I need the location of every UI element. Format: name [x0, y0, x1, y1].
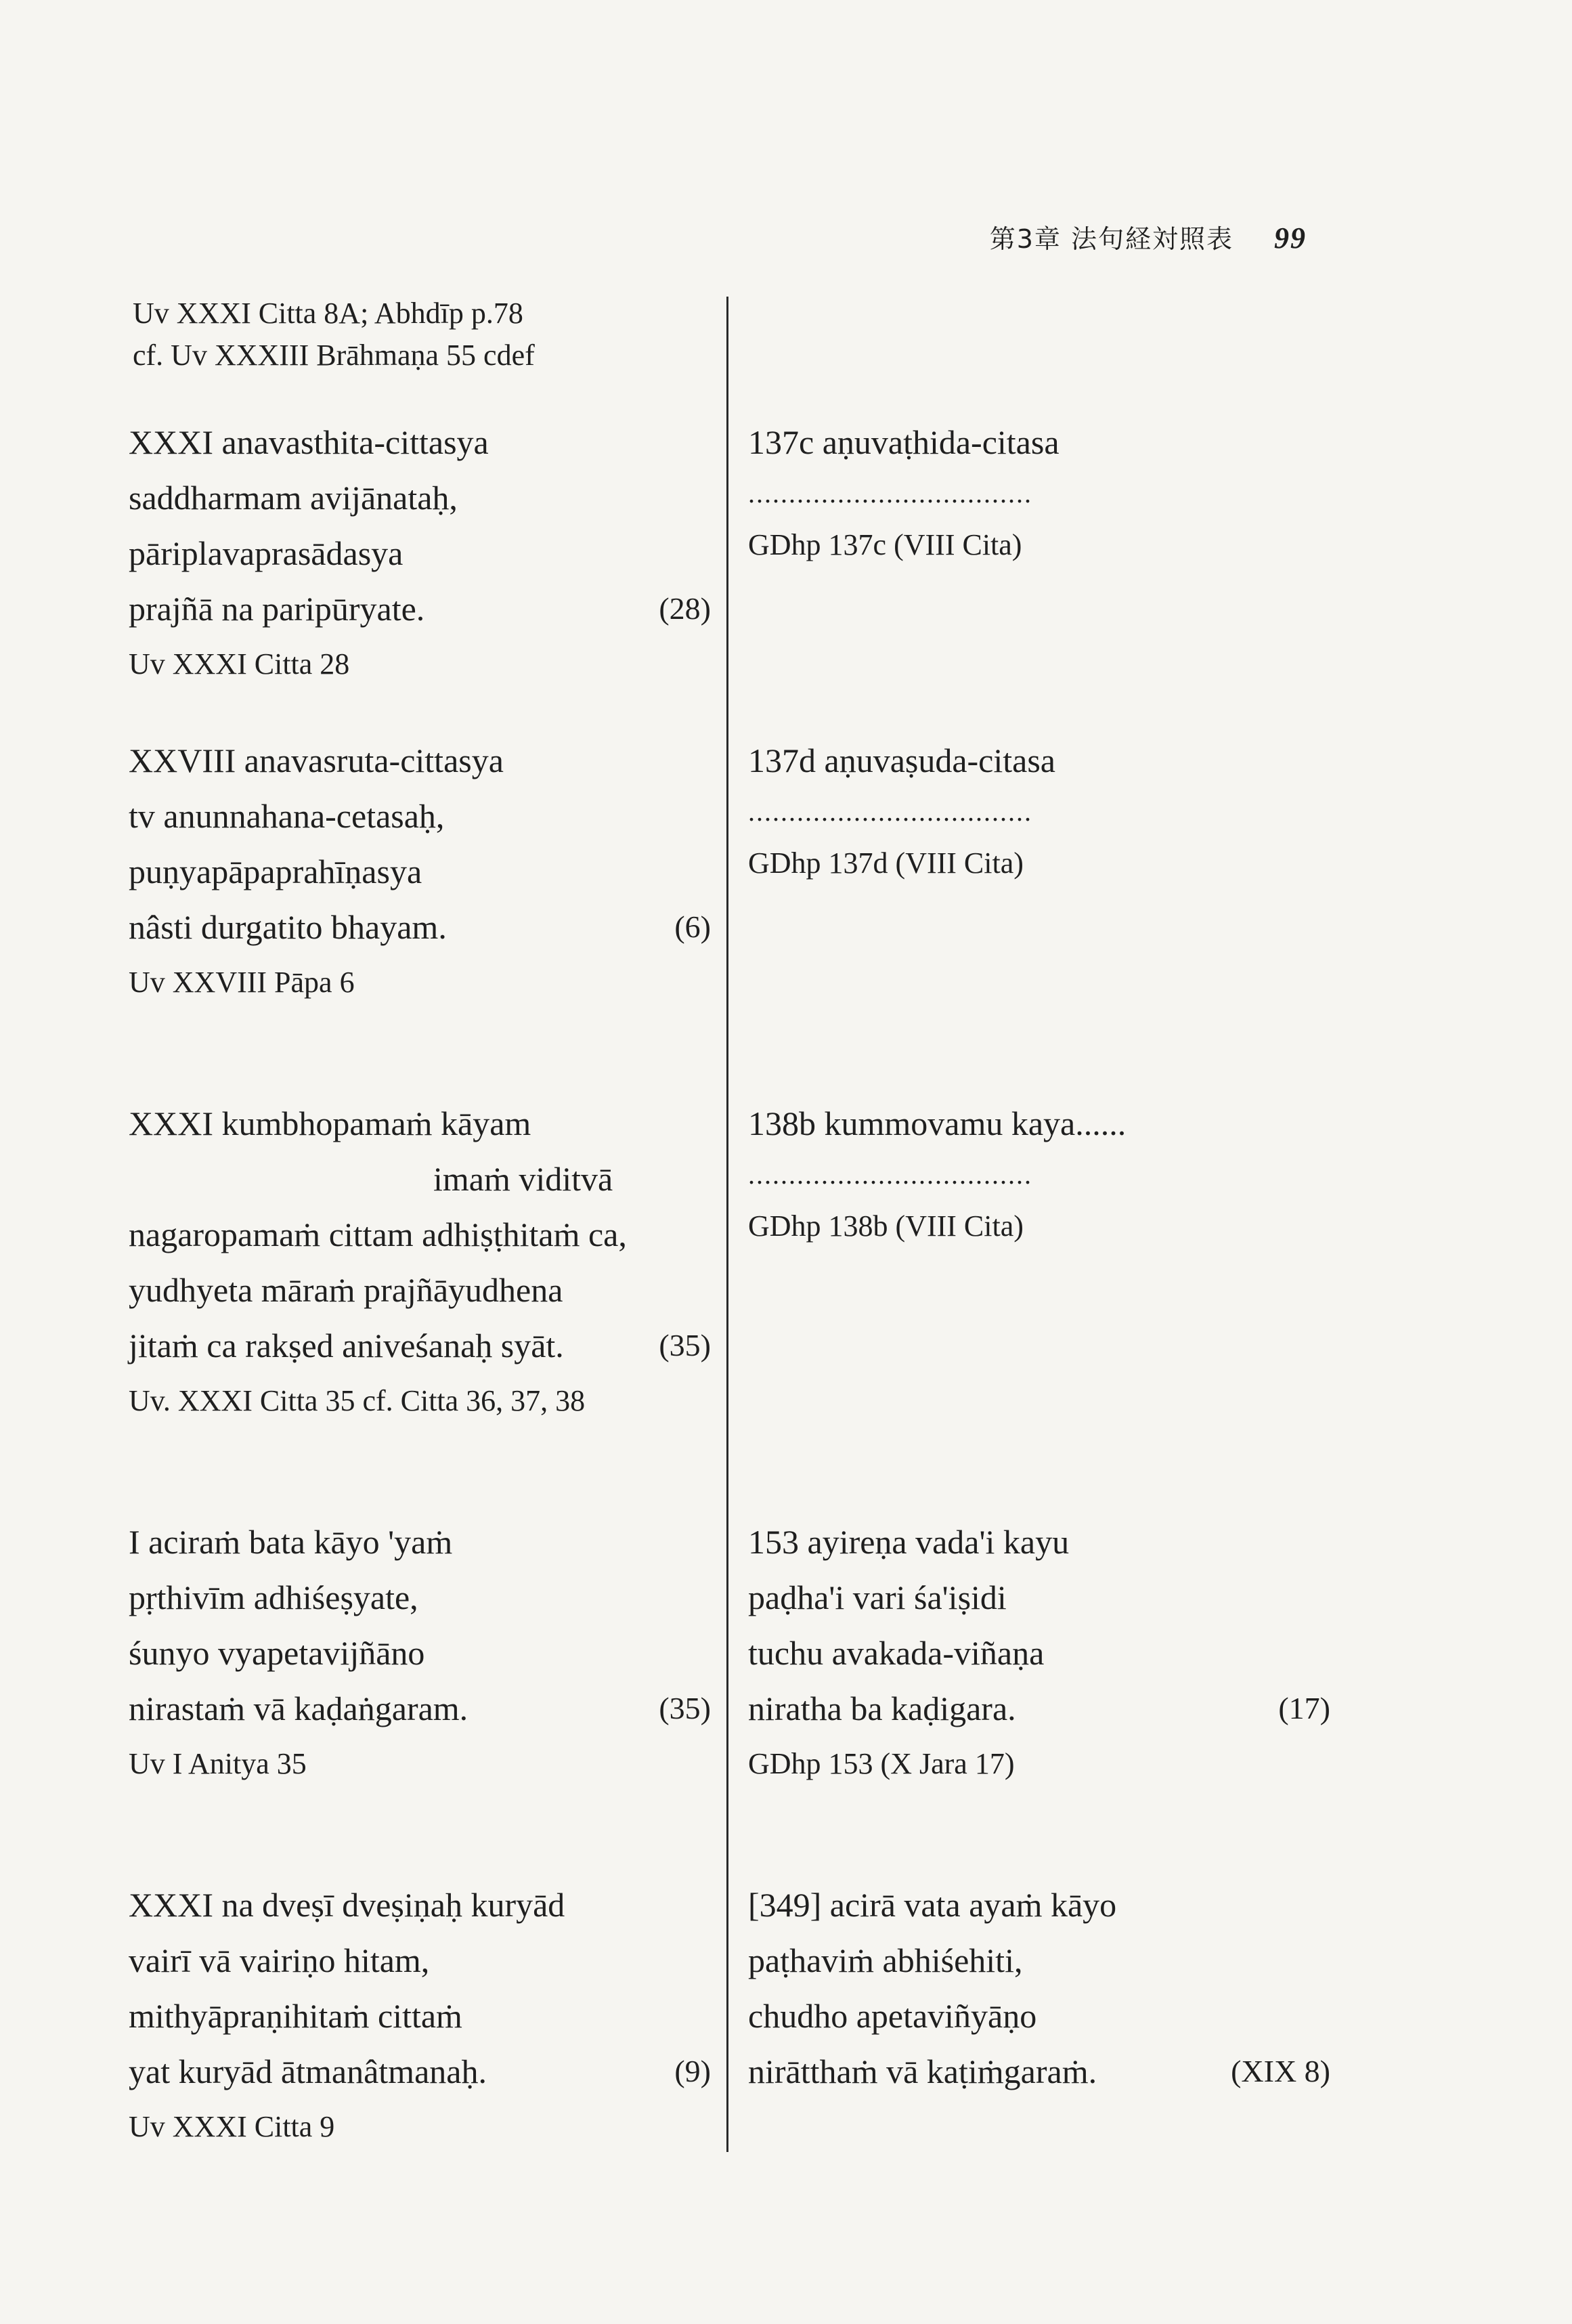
verse-line-last	[129, 1318, 711, 1373]
verse-line: saddharmam avijānataḥ,	[129, 479, 458, 517]
verse-number: (6)	[674, 909, 711, 944]
verse-line: chudho apetaviñyāṇo	[748, 1997, 1037, 2035]
verse-reference: GDhp 153 (X Jara 17)	[748, 1747, 1015, 1780]
verse-line-text: nirātthaṁ vā kaṭiṁgaraṁ.	[748, 2052, 1097, 2090]
verse-line-text: jitaṁ ca rakṣed aniveśanaḥ syāt.	[129, 1327, 564, 1364]
verse-number: (9)	[674, 2054, 711, 2088]
chapter-title: 第3章 法句経対照表	[989, 224, 1233, 254]
verse-reference: GDhp 138b (VIII Cita)	[748, 1209, 1024, 1243]
page-number: 99	[1274, 221, 1307, 255]
right-verse-block	[748, 414, 1330, 573]
verse-line: XXXI na dveṣī dveṣiṇaḥ kuryād	[129, 1886, 565, 1924]
omission-dots: ...................................	[748, 796, 1032, 827]
verse-line-last	[129, 899, 711, 955]
verse-number: (17)	[1278, 1691, 1330, 1725]
left-verse-block	[129, 1096, 711, 1429]
verse-reference: GDhp 137c (VIII Cita)	[748, 528, 1022, 561]
verse-line: vairī vā vairiṇo hitam,	[129, 1941, 430, 1979]
left-verse-block	[129, 1514, 711, 1792]
verse-reference: Uv I Anitya 35	[129, 1747, 307, 1780]
verse-line: 138b kummovamu kaya......	[748, 1104, 1127, 1142]
verse-line-text: nâsti durgatito bhayam.	[129, 908, 447, 946]
verse-line: mithyāpraṇihitaṁ cittaṁ	[129, 1997, 462, 2035]
verse-line: pṛthivīm adhiśeṣyate,	[129, 1578, 418, 1616]
verse-line: yudhyeta māraṁ prajñāyudhena	[129, 1271, 563, 1309]
left-verse-block	[129, 1877, 711, 2155]
verse-line: XXXI anavasthita-cittasya	[129, 423, 489, 461]
verse-line-last	[129, 1681, 711, 1736]
verse-line: nagaropamaṁ cittam adhiṣṭhitaṁ ca,	[129, 1215, 627, 1253]
verse-line: paṭhaviṁ abhiśehiti,	[748, 1941, 1023, 1979]
verse-line: paḍha'i vari śa'iṣidi	[748, 1578, 1007, 1616]
verse-line: XXXI kumbhopamaṁ kāyam	[129, 1104, 531, 1142]
verse-line: puṇyapāpaprahīṇasya	[129, 853, 422, 890]
verse-number: (35)	[659, 1691, 711, 1725]
verse-reference: Uv XXVIII Pāpa 6	[129, 966, 355, 999]
verse-line-text: niratha ba kaḍigara.	[748, 1690, 1016, 1727]
verse-line-last	[129, 581, 711, 637]
top-reference-line: cf. Uv XXXIII Brāhmaṇa 55 cdef	[133, 339, 535, 372]
verse-line-last	[748, 2044, 1330, 2099]
verse-line: 137c aṇuvaṭhida-citasa	[748, 423, 1060, 461]
verse-line: tuchu avakada-viñaṇa	[748, 1634, 1045, 1672]
omission-dots: ...................................	[748, 478, 1032, 509]
verse-line: I aciraṁ bata kāyo 'yaṁ	[129, 1523, 453, 1561]
verse-reference: Uv. XXXI Citta 35 cf. Citta 36, 37, 38	[129, 1384, 586, 1417]
top-reference	[133, 293, 715, 376]
verse-number: (35)	[659, 1328, 711, 1362]
right-verse-block	[748, 733, 1330, 891]
verse-number: (28)	[659, 591, 711, 626]
verse-line-last	[129, 2044, 711, 2099]
left-verse-block	[129, 733, 711, 1010]
right-verse-block	[748, 1877, 1330, 2099]
top-reference-line: Uv XXXI Citta 8A; Abhdīp p.78	[133, 297, 523, 330]
verse-line: imaṁ viditvā	[433, 1160, 613, 1198]
verse-line: śunyo vyapetavijñāno	[129, 1634, 425, 1672]
right-verse-block	[748, 1514, 1330, 1792]
verse-line: [349] acirā vata ayaṁ kāyo	[748, 1886, 1117, 1924]
verse-reference: Uv XXXI Citta 28	[129, 647, 350, 681]
verse-reference: GDhp 137d (VIII Cita)	[748, 846, 1024, 880]
verse-line-last	[748, 1681, 1330, 1736]
verse-line: 153 ayireṇa vada'i kayu	[748, 1523, 1070, 1561]
verse-line-text: prajñā na paripūryate.	[129, 590, 425, 628]
verse-line: 137d aṇuvaṣuda-citasa	[748, 741, 1056, 779]
verse-number: (XIX 8)	[1231, 2054, 1330, 2088]
column-divider	[726, 297, 728, 2152]
verse-line: tv anunnahana-cetasaḥ,	[129, 797, 445, 835]
running-header	[948, 218, 1307, 255]
verse-line-text: nirastaṁ vā kaḍaṅgaram.	[129, 1690, 468, 1727]
verse-line: XXVIII anavasruta-cittasya	[129, 741, 504, 779]
verse-reference: Uv XXXI Citta 9	[129, 2110, 335, 2143]
verse-line: pāriplavaprasādasya	[129, 534, 403, 572]
right-verse-block	[748, 1096, 1330, 1254]
omission-dots: ...................................	[748, 1159, 1032, 1190]
verse-line-text: yat kuryād ātmanâtmanaḥ.	[129, 2052, 487, 2090]
left-verse-block	[129, 414, 711, 692]
